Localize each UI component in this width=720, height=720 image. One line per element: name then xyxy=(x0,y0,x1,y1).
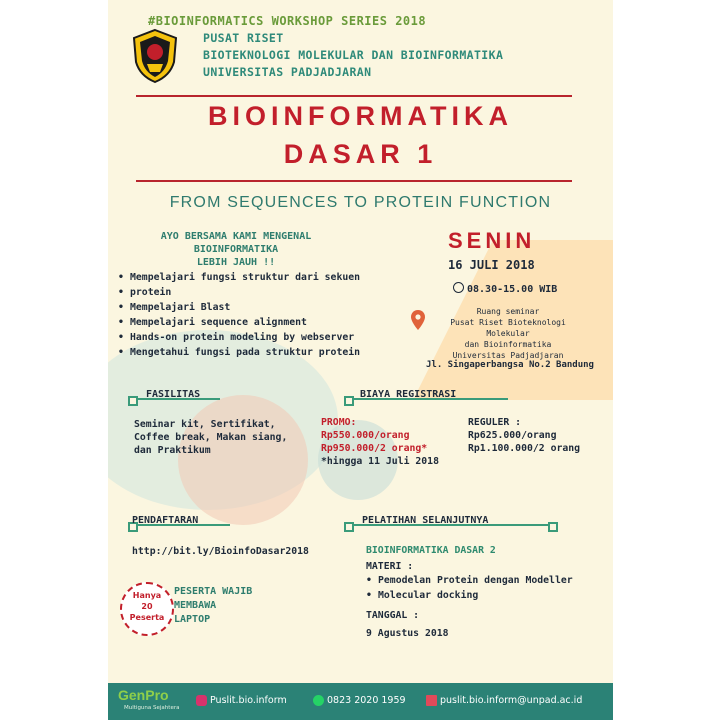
reguler-block xyxy=(468,416,580,455)
promo-note: *hingga 11 Juli 2018 xyxy=(321,456,439,467)
clock-icon xyxy=(453,282,464,293)
list-item: • Pemodelan Protein dengan Modeller xyxy=(366,573,613,588)
subtitle: FROM SEQUENCES TO PROTEIN FUNCTION xyxy=(169,194,552,211)
laptop-line: PESERTA WAJIB xyxy=(174,586,253,597)
fasilitas-line: dan Praktikum xyxy=(134,445,211,456)
pendaftaran-label: PENDAFTARAN xyxy=(132,515,199,526)
badge-line: 20 xyxy=(141,602,153,611)
email-contact[interactable] xyxy=(426,695,582,706)
intro-heading-line: AYO BERSAMA KAMI MENGENAL xyxy=(160,231,312,242)
promo-price: Rp550.000/orang xyxy=(321,430,410,441)
tanggal-label: TANGGAL : xyxy=(366,610,420,621)
list-item: • Mempelajari Blast xyxy=(118,300,418,315)
list-item: • Mempelajari fungsi struktur dari sekuen xyxy=(118,270,418,285)
badge-line: Peserta xyxy=(129,613,165,622)
laptop-line: MEMBAWA xyxy=(174,600,217,611)
institution-line-3: UNIVERSITAS PADJADJARAN xyxy=(203,65,372,79)
genpro-tagline: Multiguna Sejahtera xyxy=(124,705,180,711)
email-icon xyxy=(426,695,437,706)
list-item-continuation: • protein xyxy=(118,285,418,300)
venue-line: Pusat Riset Bioteknologi Molekular xyxy=(450,318,566,338)
section-frame-corner xyxy=(344,396,354,406)
list-item: • Mempelajari sequence alignment xyxy=(118,315,418,330)
intro-heading-line: BIOINFORMATIKA xyxy=(193,244,279,255)
laptop-line: LAPTOP xyxy=(174,614,211,625)
biaya-label: BIAYA REGISTRASI xyxy=(360,389,457,400)
fasilitas-label: FASILITAS xyxy=(146,389,201,400)
intro-heading xyxy=(126,230,346,269)
whatsapp-contact[interactable] xyxy=(313,695,406,706)
title-rule-top xyxy=(136,95,572,97)
event-date: 16 JULI 2018 xyxy=(448,258,535,272)
whatsapp-icon xyxy=(313,695,324,706)
intro-bullet-list xyxy=(118,270,418,360)
promo-price: Rp950.000/2 orang* xyxy=(321,443,428,454)
section-frame-corner xyxy=(128,396,138,406)
section-frame-corner xyxy=(344,522,354,532)
promo-label: PROMO: xyxy=(321,417,357,428)
instagram-handle: Puslit.bio.inform xyxy=(210,695,287,706)
poster xyxy=(108,0,613,720)
list-item: • Hands-on protein modeling by webserver xyxy=(118,330,418,345)
list-item: • Molecular docking xyxy=(366,588,613,603)
instagram-contact[interactable] xyxy=(196,695,287,706)
fasilitas-line: Coffee break, Makan siang, xyxy=(134,432,288,443)
reguler-price: Rp625.000/orang xyxy=(468,430,557,441)
venue-line: Universitas Padjadjaran xyxy=(452,351,564,360)
materi-label: MATERI : xyxy=(366,561,414,572)
title-line-2: DASAR 1 xyxy=(283,139,438,169)
intro-heading-line: LEBIH JAUH !! xyxy=(196,257,276,268)
event-street: Jl. Singaperbangsa No.2 Bandung xyxy=(426,360,594,370)
event-venue xyxy=(428,306,588,361)
reguler-label: REGULER : xyxy=(468,417,522,428)
email-address: puslit.bio.inform@unpad.ac.id xyxy=(440,695,583,706)
institution-line-2: BIOTEKNOLOGI MOLEKULAR DAN BIOINFORMATIKA xyxy=(203,48,504,62)
event-time xyxy=(453,282,557,295)
participant-limit-badge xyxy=(120,582,174,636)
materi-list xyxy=(366,573,613,603)
registration-link[interactable]: http://bit.ly/BioinfoDasar2018 xyxy=(132,546,309,557)
fasilitas-line: Seminar kit, Sertifikat, xyxy=(134,419,276,430)
tanggal-value: 9 Agustus 2018 xyxy=(366,628,449,639)
laptop-notice xyxy=(174,585,252,627)
background-illustration-blob xyxy=(178,395,308,525)
promo-block xyxy=(321,416,439,468)
title-rule-bottom xyxy=(136,180,572,182)
next-course-title: BIOINFORMATIKA DASAR 2 xyxy=(366,545,496,556)
section-frame-corner xyxy=(548,522,558,532)
whatsapp-number: 0823 2020 1959 xyxy=(327,695,406,706)
venue-line: Ruang seminar xyxy=(476,307,540,316)
pelatihan-label: PELATIHAN SELANJUTNYA xyxy=(362,515,489,526)
genpro-logo: GenPro xyxy=(118,687,169,703)
event-time-text: 08.30-15.00 WIB xyxy=(467,284,558,295)
series-tag: #BIOINFORMATICS WORKSHOP SERIES 2018 xyxy=(148,14,427,28)
venue-line: dan Bioinformatika xyxy=(464,340,552,349)
location-pin-icon xyxy=(411,310,425,330)
list-item: • Mengetahui fungsi pada struktur protein xyxy=(118,345,418,360)
reguler-price: Rp1.100.000/2 orang xyxy=(468,443,581,454)
title-line-1: BIOINFORMATIKA xyxy=(208,101,513,131)
fasilitas-text xyxy=(134,418,287,457)
unpad-logo-icon xyxy=(130,28,180,84)
event-day: SENIN xyxy=(448,228,536,253)
instagram-icon xyxy=(196,695,207,706)
footer-bar xyxy=(108,683,613,720)
badge-line: Hanya xyxy=(132,591,162,600)
institution-line-1: PUSAT RISET xyxy=(203,31,284,45)
